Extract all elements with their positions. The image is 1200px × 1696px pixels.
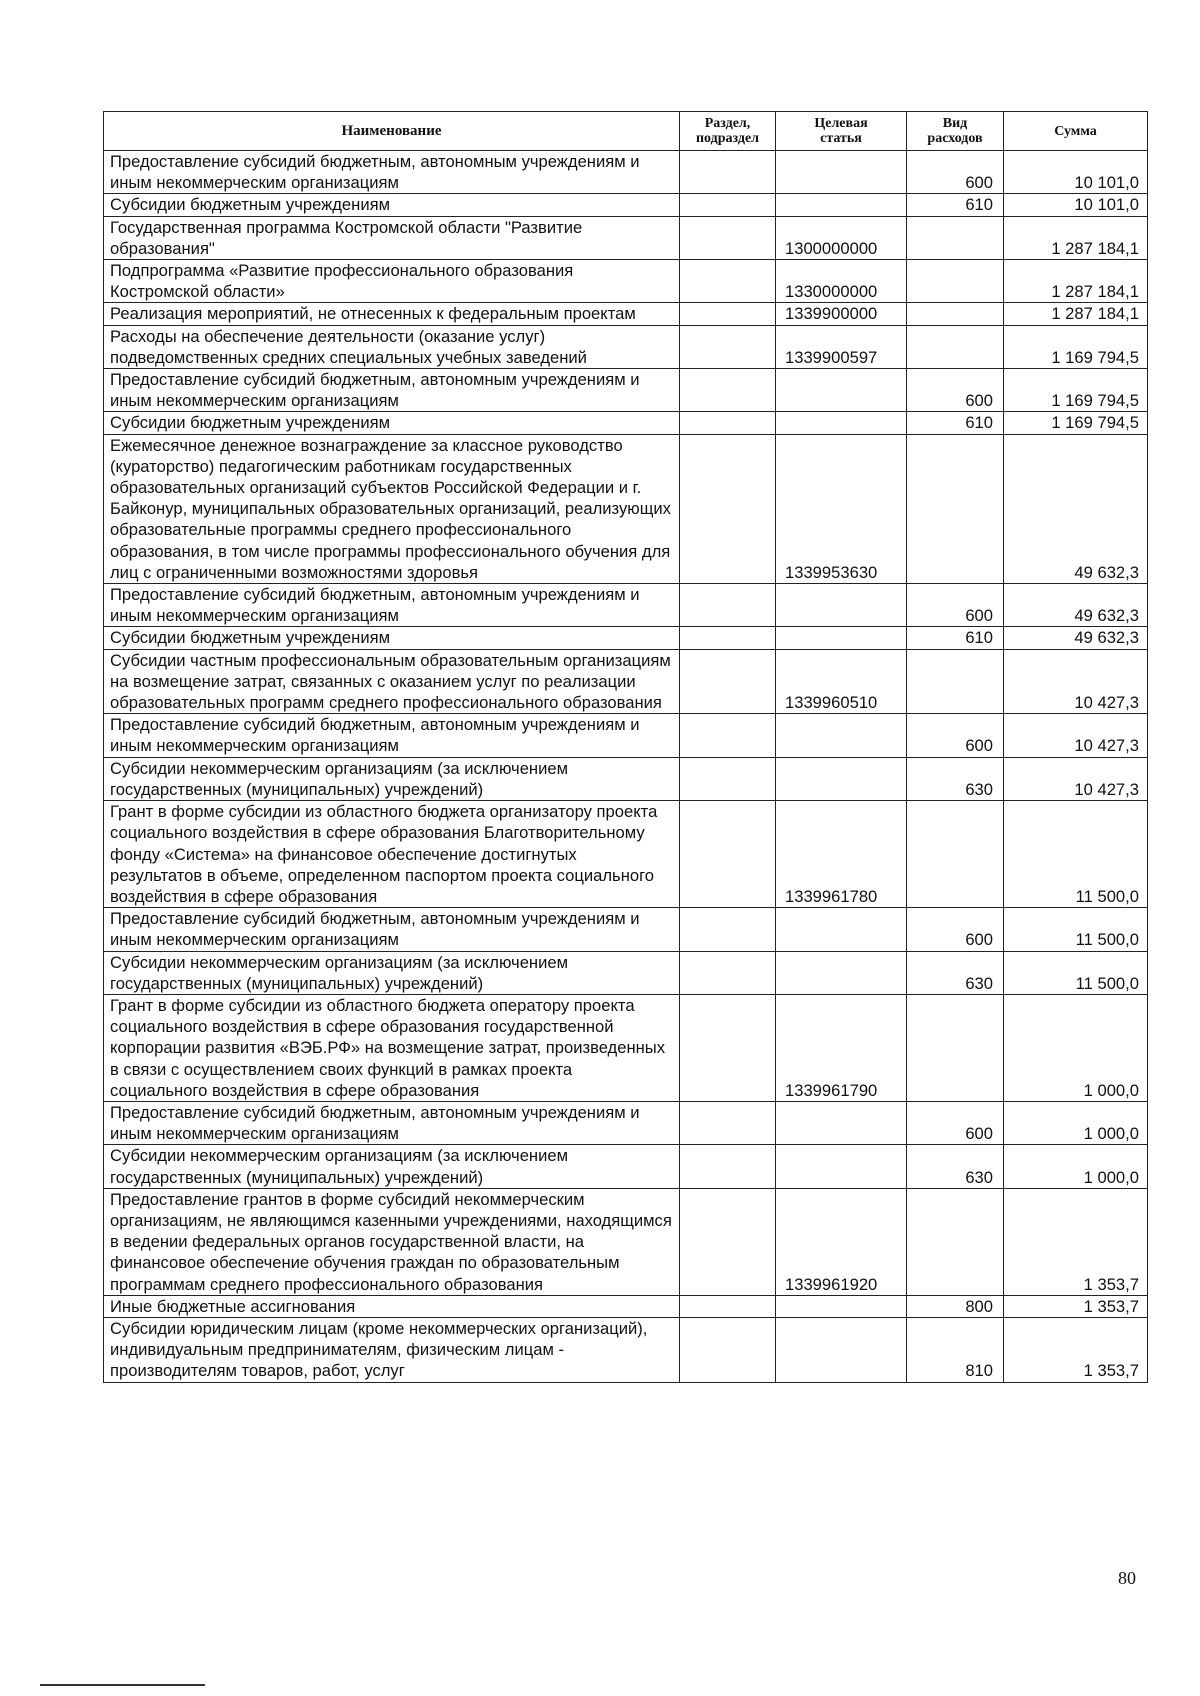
cell-name: Субсидии некоммерческим организациям (за исключением государственных (муниципальных) учреждений) [104,757,680,800]
cell-name: Государственная программа Костромской области "Развитие образования" [104,216,680,259]
cell-type: 610 [907,194,1004,216]
cell-section [680,951,776,994]
cell-sum: 11 500,0 [1004,951,1148,994]
cell-section [680,627,776,649]
cell-type [907,260,1004,303]
cell-target: 1339953630 [776,434,907,583]
cell-type: 810 [907,1317,1004,1382]
table-row [104,303,1148,325]
cell-name: Предоставление субсидий бюджетным, автономным учреждениям и иным некоммерческим организациям [104,584,680,627]
cell-name: Субсидии некоммерческим организациям (за исключением государственных (муниципальных) учреждений) [104,951,680,994]
cell-sum: 1 169 794,5 [1004,369,1148,412]
table-row [104,757,1148,800]
footnote-separator [40,1684,205,1686]
cell-name: Субсидии некоммерческим организациям (за исключением государственных (муниципальных) учреждений) [104,1145,680,1188]
budget-table [103,111,1148,1383]
cell-type: 600 [907,151,1004,194]
cell-section [680,412,776,434]
cell-sum: 1 287 184,1 [1004,216,1148,259]
cell-sum: 10 427,3 [1004,649,1148,714]
cell-target [776,1101,907,1144]
header-type-line1: Вид [942,116,968,131]
cell-section [680,194,776,216]
cell-section [680,908,776,951]
cell-sum: 1 169 794,5 [1004,412,1148,434]
header-name-text: Наименование [341,122,442,139]
cell-sum: 49 632,3 [1004,584,1148,627]
cell-section [680,649,776,714]
table-row [104,1317,1148,1382]
cell-type [907,434,1004,583]
cell-name: Грант в форме субсидии из областного бюджета оператору проекта социального воздействия в сфере образования государственной корпорации развития «ВЭБ.РФ» на возмещение затрат, произведенных в связи с осуществлением своих функций в рамках проекта социального воздействия в сфере образования [104,994,680,1101]
header-target-line1: Целевая [814,116,868,131]
cell-name: Предоставление субсидий бюджетным, автономным учреждениям и иным некоммерческим организациям [104,908,680,951]
cell-sum: 49 632,3 [1004,627,1148,649]
cell-section [680,303,776,325]
cell-target [776,412,907,434]
cell-section [680,714,776,757]
table-row [104,1295,1148,1317]
cell-type: 600 [907,584,1004,627]
page-number: 80 [1118,1568,1136,1588]
cell-section [680,369,776,412]
cell-section [680,434,776,583]
cell-target: 1339900000 [776,303,907,325]
cell-sum: 10 427,3 [1004,714,1148,757]
cell-section [680,151,776,194]
table-row [104,194,1148,216]
cell-name: Субсидии юридическим лицам (кроме некоммерческих организаций), индивидуальным предпринимателям, физическим лицам - производителям товаров, работ, услуг [104,1317,680,1382]
cell-sum: 1 353,7 [1004,1317,1148,1382]
cell-name: Предоставление субсидий бюджетным, автономным учреждениям и иным некоммерческим организациям [104,1101,680,1144]
cell-type [907,325,1004,368]
cell-target [776,1145,907,1188]
table-row [104,260,1148,303]
cell-name: Предоставление субсидий бюджетным, автономным учреждениям и иным некоммерческим организациям [104,151,680,194]
cell-name: Предоставление субсидий бюджетным, автономным учреждениям и иным некоммерческим организациям [104,369,680,412]
cell-type: 630 [907,951,1004,994]
cell-type [907,303,1004,325]
cell-sum: 1 000,0 [1004,1145,1148,1188]
table-row [104,1101,1148,1144]
table-row [104,1188,1148,1295]
cell-target [776,714,907,757]
cell-name: Субсидии бюджетным учреждениям [104,194,680,216]
cell-section [680,1295,776,1317]
cell-section [680,584,776,627]
cell-type: 600 [907,908,1004,951]
cell-name: Грант в форме субсидии из областного бюджета организатору проекта социального воздействия в сфере образования Благотворительному фонду «Система» на финансовое обеспечение достигнутых результатов в объеме, определенном паспортом проекта социального воздействия в сфере образования [104,801,680,908]
cell-type: 610 [907,627,1004,649]
cell-target [776,757,907,800]
cell-section [680,757,776,800]
header-section-line2: подраздел [695,131,760,146]
cell-type [907,216,1004,259]
cell-sum: 49 632,3 [1004,434,1148,583]
cell-type [907,801,1004,908]
cell-target: 1339960510 [776,649,907,714]
cell-target [776,369,907,412]
cell-target [776,1317,907,1382]
cell-type: 800 [907,1295,1004,1317]
cell-target [776,627,907,649]
cell-type [907,994,1004,1101]
cell-section [680,260,776,303]
cell-type [907,649,1004,714]
cell-sum: 1 287 184,1 [1004,303,1148,325]
cell-sum: 1 000,0 [1004,994,1148,1101]
cell-target: 1300000000 [776,216,907,259]
header-target-line2: статья [820,131,862,146]
cell-sum: 10 427,3 [1004,757,1148,800]
table-row [104,908,1148,951]
cell-section [680,325,776,368]
cell-section [680,801,776,908]
cell-target [776,194,907,216]
cell-name: Субсидии бюджетным учреждениям [104,412,680,434]
table-row [104,994,1148,1101]
cell-section [680,1317,776,1382]
header-sum-text: Сумма [1054,123,1097,139]
table-row [104,1145,1148,1188]
cell-name: Расходы на обеспечение деятельности (оказание услуг) подведомственных средних специальных учебных заведений [104,325,680,368]
column-header-sum [1004,112,1148,151]
cell-target: 1339961780 [776,801,907,908]
cell-section [680,1145,776,1188]
cell-target: 1339961790 [776,994,907,1101]
table-row [104,801,1148,908]
cell-type: 630 [907,1145,1004,1188]
cell-sum: 11 500,0 [1004,801,1148,908]
cell-target: 1339900597 [776,325,907,368]
table-row [104,627,1148,649]
cell-name: Иные бюджетные ассигнования [104,1295,680,1317]
cell-sum: 1 353,7 [1004,1295,1148,1317]
cell-type: 600 [907,714,1004,757]
cell-section [680,1101,776,1144]
cell-sum: 1 000,0 [1004,1101,1148,1144]
cell-target [776,584,907,627]
cell-section [680,994,776,1101]
table-header-row [104,112,1148,151]
column-header-section [680,112,776,151]
cell-sum: 11 500,0 [1004,908,1148,951]
cell-target [776,951,907,994]
cell-type [907,1188,1004,1295]
cell-type: 600 [907,369,1004,412]
cell-type: 630 [907,757,1004,800]
cell-name: Реализация мероприятий, не отнесенных к федеральным проектам [104,303,680,325]
table-row [104,434,1148,583]
table-row [104,151,1148,194]
table-row [104,649,1148,714]
cell-name: Подпрограмма «Развитие профессионального образования Костромской области» [104,260,680,303]
table-row [104,325,1148,368]
column-header-type [907,112,1004,151]
cell-name: Ежемесячное денежное вознаграждение за классное руководство (кураторство) педагогическим работникам государственных образовательных организаций субъектов Российской Федерации и г. Байконур, муниципальных образовательных организаций, реализующих образовательные программы среднего профессионального образования, в том числе программы профессионального обучения для лиц с ограниченными возможностями здоровья [104,434,680,583]
table-row [104,584,1148,627]
cell-sum: 1 287 184,1 [1004,260,1148,303]
header-section-line1: Раздел, [704,116,751,131]
table-row [104,216,1148,259]
cell-section [680,1188,776,1295]
cell-target [776,151,907,194]
cell-target: 1339961920 [776,1188,907,1295]
column-header-target [776,112,907,151]
column-header-name [104,112,680,151]
cell-sum: 1 169 794,5 [1004,325,1148,368]
cell-name: Предоставление субсидий бюджетным, автономным учреждениям и иным некоммерческим организациям [104,714,680,757]
cell-section [680,216,776,259]
cell-target [776,908,907,951]
table-row [104,951,1148,994]
cell-target [776,1295,907,1317]
cell-name: Субсидии бюджетным учреждениям [104,627,680,649]
cell-sum: 1 353,7 [1004,1188,1148,1295]
cell-sum: 10 101,0 [1004,194,1148,216]
table-row [104,369,1148,412]
header-type-line2: расходов [927,131,983,146]
cell-type: 610 [907,412,1004,434]
cell-name: Предоставление грантов в форме субсидий некоммерческим организациям, не являющимся казенными учреждениями, находящимся в ведении федеральных органов государственной власти, на финансовое обеспечение обучения граждан по образовательным программам среднего профессионального образования [104,1188,680,1295]
cell-sum: 10 101,0 [1004,151,1148,194]
cell-target: 1330000000 [776,260,907,303]
table-row [104,714,1148,757]
table-row [104,412,1148,434]
table-body [104,151,1148,1383]
cell-name: Субсидии частным профессиональным образовательным организациям на возмещение затрат, связанных с оказанием услуг по реализации образовательных программ среднего профессионального образования [104,649,680,714]
cell-type: 600 [907,1101,1004,1144]
